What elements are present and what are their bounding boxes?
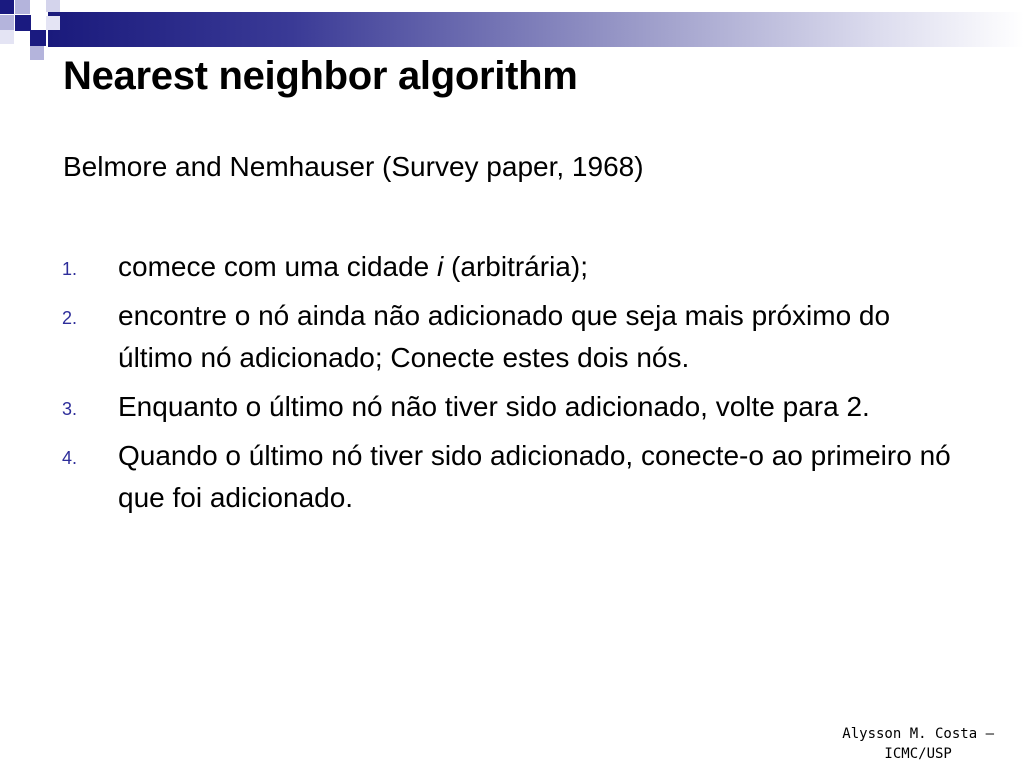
decor-square — [30, 30, 46, 46]
decor-square — [46, 16, 60, 30]
decor-square — [30, 46, 44, 60]
step-emphasis: i — [437, 251, 444, 282]
decor-square — [0, 15, 14, 30]
slide-footer — [842, 724, 994, 764]
header-gradient-bar — [48, 12, 1024, 47]
decor-square — [30, 0, 46, 14]
step-text: Enquanto o último nó não tiver sido adicionado, volte para 2. — [118, 391, 870, 422]
decor-square — [0, 0, 14, 14]
step-number: 4. — [62, 448, 78, 468]
decor-square — [15, 0, 30, 14]
slide-title: Nearest neighbor algorithm — [63, 54, 578, 98]
corner-decoration — [0, 0, 62, 62]
list-item — [62, 435, 962, 519]
step-text: encontre o nó ainda não adicionado que seja mais próximo do último nó adicionado; Conecte estes dois nós. — [118, 300, 891, 373]
list-item — [62, 386, 962, 428]
step-text: (arbitrária); — [443, 251, 588, 282]
step-number: 2. — [62, 308, 78, 328]
slide-subtitle: Belmore and Nemhauser (Survey paper, 1968) — [63, 151, 644, 182]
list-item — [62, 246, 962, 288]
step-text: Quando o último nó tiver sido adicionado, conecte-o ao primeiro nó que foi adicionado. — [118, 440, 951, 513]
step-text: comece com uma cidade — [118, 251, 438, 282]
footer-institution: ICMC/USP — [884, 746, 952, 762]
decor-square — [0, 30, 14, 44]
list-item — [62, 295, 962, 379]
step-number: 1. — [62, 259, 78, 279]
algorithm-steps-list — [62, 246, 962, 526]
footer-author: Alysson M. Costa – — [842, 726, 994, 742]
step-number: 3. — [62, 399, 78, 419]
decor-square — [46, 0, 60, 12]
decor-square — [15, 15, 31, 31]
